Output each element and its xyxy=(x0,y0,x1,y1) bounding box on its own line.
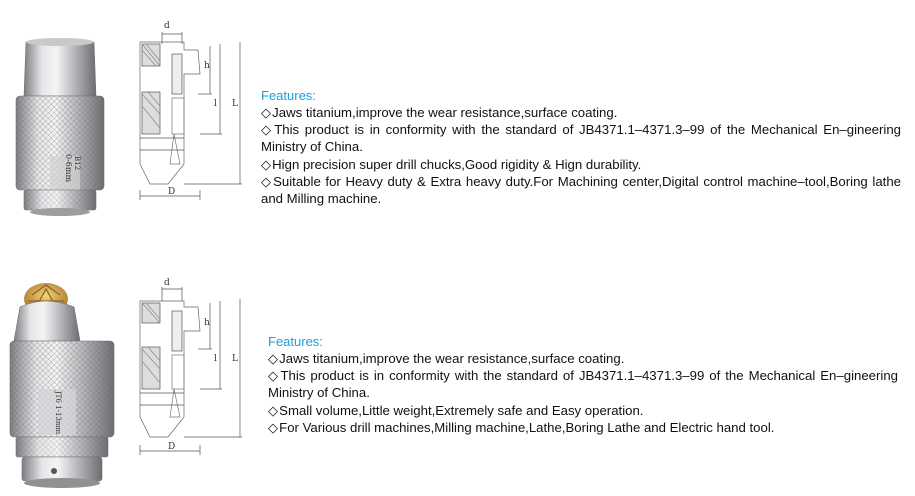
dim-l-label: l xyxy=(214,99,217,109)
features-block-2 xyxy=(268,334,898,436)
diamond-bullet-icon: ◇ xyxy=(261,122,274,138)
technical-drawing-1 xyxy=(128,14,258,204)
feature-item xyxy=(261,173,901,207)
feature-item xyxy=(261,121,901,155)
product-photo-2 xyxy=(6,277,122,491)
dim-h-label: h xyxy=(204,61,210,71)
dim-h-label: h xyxy=(204,318,210,328)
feature-item xyxy=(261,104,901,121)
feature-text: Small volume,Little weight,Extremely safe and Easy operation. xyxy=(279,402,644,418)
feature-item xyxy=(268,419,898,436)
product-section-1 xyxy=(0,0,915,247)
technical-drawing-2 xyxy=(128,277,258,467)
feature-text: Hign precision super drill chucks,Good rigidity & Hign durability. xyxy=(272,156,642,172)
dim-l-label: l xyxy=(214,354,217,364)
feature-text: This product is in conformity with the standard of JB4371.1–4371.3–99 of the Mechanical En–gineering Ministry of China. xyxy=(268,368,898,401)
features-block-1 xyxy=(261,88,901,207)
diamond-bullet-icon: ◇ xyxy=(268,402,279,418)
feature-item xyxy=(268,402,898,419)
dim-L-label: L xyxy=(232,99,238,109)
diamond-bullet-icon: ◇ xyxy=(268,419,279,435)
feature-item xyxy=(268,350,898,367)
dim-D-label: D xyxy=(168,442,176,452)
diamond-bullet-icon: ◇ xyxy=(261,173,273,189)
dim-L-label: L xyxy=(232,354,238,364)
feature-item xyxy=(261,156,901,173)
feature-item xyxy=(268,367,898,401)
product-photo-1 xyxy=(6,36,122,218)
dim-D-label: D xyxy=(168,187,176,197)
features-title: Features: xyxy=(261,88,316,103)
dim-d-label: d xyxy=(164,278,170,288)
features-title: Features: xyxy=(268,334,323,349)
feature-text: This product is in conformity with the standard of JB4371.1–4371.3–99 of the Mechanical En–gineering Ministry of China. xyxy=(261,122,901,155)
feature-text: Suitable for Heavy duty & Extra heavy duty.For Machining center,Digital control machine–tool,Boring lathe and Milling machine. xyxy=(261,173,901,207)
svg-text:0-6mm: 0-6mm xyxy=(64,154,73,183)
diamond-bullet-icon: ◇ xyxy=(261,156,272,172)
dim-d-label: d xyxy=(164,21,170,31)
diamond-bullet-icon: ◇ xyxy=(261,105,272,120)
product-section-2 xyxy=(0,247,915,494)
feature-text: Jaws titanium,improve the wear resistance,surface coating. xyxy=(279,351,625,366)
diamond-bullet-icon: ◇ xyxy=(268,368,280,384)
feature-text: For Various drill machines,Milling machine,Lathe,Boring Lathe and Electric hand tool. xyxy=(279,419,775,435)
feature-text: Jaws titanium,improve the wear resistance,surface coating. xyxy=(272,105,618,120)
diamond-bullet-icon: ◇ xyxy=(268,351,279,366)
svg-text:B12: B12 xyxy=(73,156,81,171)
svg-text:JT6 1-13mm: JT6 1-13mm xyxy=(54,391,62,435)
